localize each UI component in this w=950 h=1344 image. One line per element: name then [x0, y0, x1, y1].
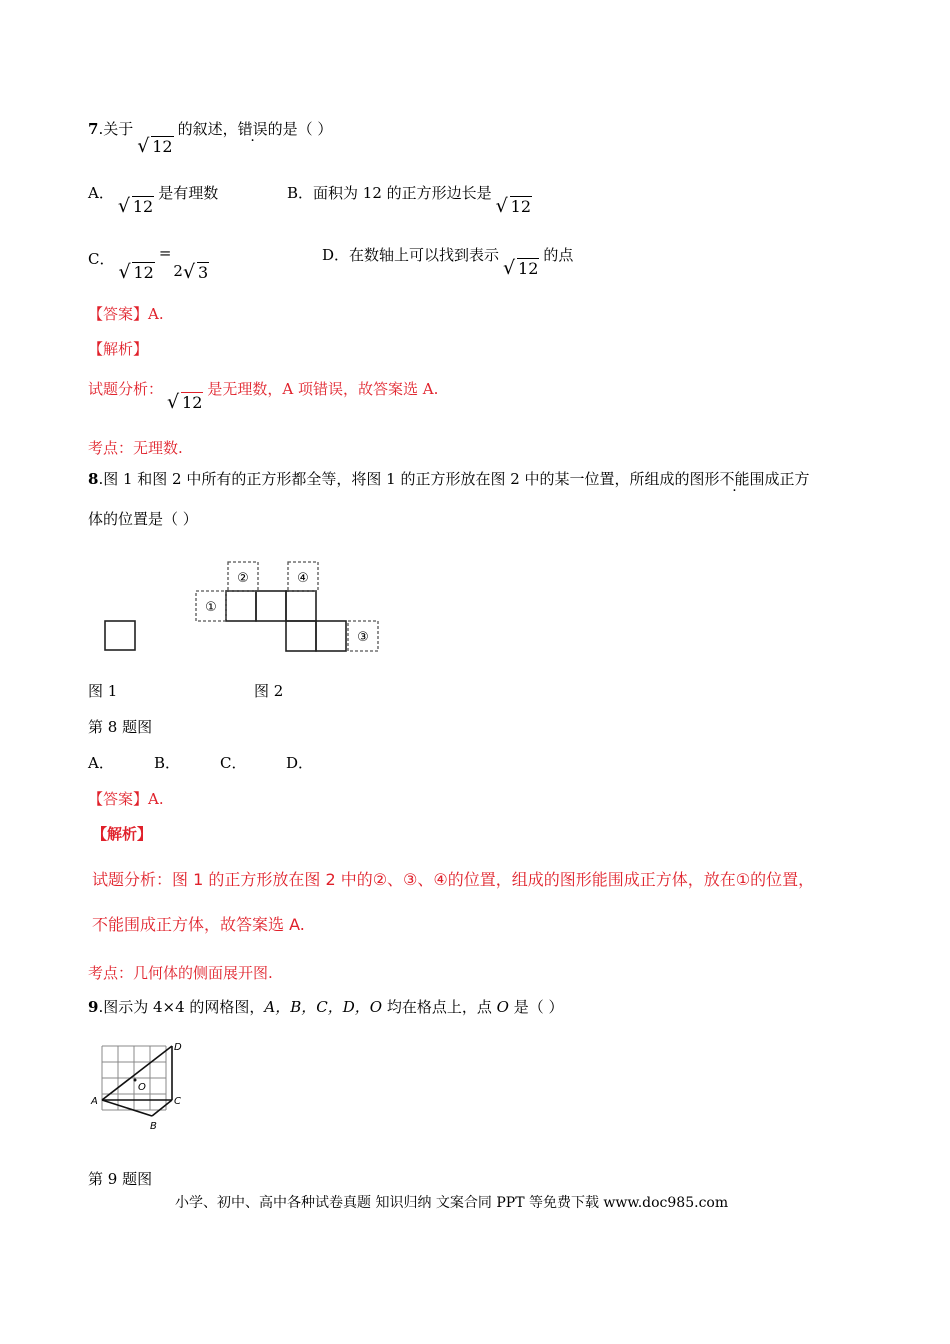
q7-option-a: A． √ 12是有理数 — [88, 184, 219, 217]
sqrt-12: √ 12 — [137, 135, 173, 157]
position-3-label: ③ — [357, 630, 369, 645]
q8-option-d: D． — [286, 754, 314, 772]
q7-option-d: D．在数轴上可以找到表示 √ 12的点 — [322, 246, 574, 279]
q7-stem-suffix: 的是（ ） — [267, 120, 333, 138]
q8-emph: 不能 — [719, 470, 750, 488]
q8-analysis-line2: 不能围成正方体，故答案选 A. — [92, 915, 305, 934]
q8-figure-2 — [192, 560, 384, 656]
position-2-label: ② — [237, 571, 249, 586]
q8-analysis-line1: 试题分析：图 1 的正方形放在图 2 中的②、③、④的位置，组成的图形能围成正方体，放在①的位置， — [92, 870, 815, 889]
q7-stem — [88, 118, 332, 156]
q7-option-b: B．面积为 12 的正方形边长是 √ 12 — [287, 184, 532, 217]
q8-option-b: B． — [154, 754, 181, 772]
q7-stem-prefix: .关于 — [98, 120, 134, 138]
q8-option-a: A． — [88, 754, 114, 772]
q7-emph: 错误 — [237, 120, 268, 138]
q8-figure-caption: 第 8 题图 — [88, 718, 153, 736]
position-1-label: ① — [205, 600, 217, 615]
label-a: A — [91, 1096, 98, 1107]
q8-figure-1 — [104, 620, 138, 652]
q8-analysis-title: 【解析】 — [92, 825, 153, 843]
q8-fig1-caption: 图 1 — [88, 682, 118, 700]
position-4-label: ④ — [297, 571, 309, 586]
q7-kaodian: 考点：无理数. — [88, 439, 183, 457]
q7-answer: 【答案】A. — [88, 305, 164, 323]
q8-stem-line2: 体的位置是（ ） — [88, 510, 198, 528]
footer: 小学、初中、高中各种试卷真题 知识归纳 文案合同 PPT 等免费下载 www.doc985.com — [175, 1195, 729, 1211]
q7-number: 7 — [88, 120, 99, 138]
q7-stem-mid: 的叙述， — [177, 120, 238, 138]
q9-grid-figure — [88, 1038, 198, 1134]
q8-kaodian: 考点：几何体的侧面展开图. — [88, 964, 273, 982]
q9-stem: 9.图示为 4×4 的网格图，A，B，C，D，O 均在格点上，点 O 是（ ） — [88, 998, 564, 1016]
q8-answer: 【答案】A. — [88, 790, 164, 808]
q7-analysis-title: 【解析】 — [88, 340, 149, 358]
q9-figure-caption: 第 9 题图 — [88, 1170, 153, 1188]
label-d: D — [174, 1042, 182, 1053]
label-b: B — [150, 1121, 157, 1132]
q7-option-c: C． √ 12=2 √ 3 — [88, 244, 209, 283]
q8-stem-line1: 8.图 1 和图 2 中所有的正方形都全等，将图 1 的正方形放在图 2 中的某一位置，所组成的图形不能围成正方 — [88, 470, 810, 488]
q7-analysis: 试题分析： √ 12是无理数，A 项错误，故答案选 A. — [88, 380, 439, 413]
q8-fig2-caption: 图 2 — [254, 682, 284, 700]
point-o — [134, 1079, 137, 1082]
label-o: O — [138, 1082, 146, 1093]
q8-option-c: C． — [220, 754, 247, 772]
label-c: C — [174, 1096, 181, 1107]
